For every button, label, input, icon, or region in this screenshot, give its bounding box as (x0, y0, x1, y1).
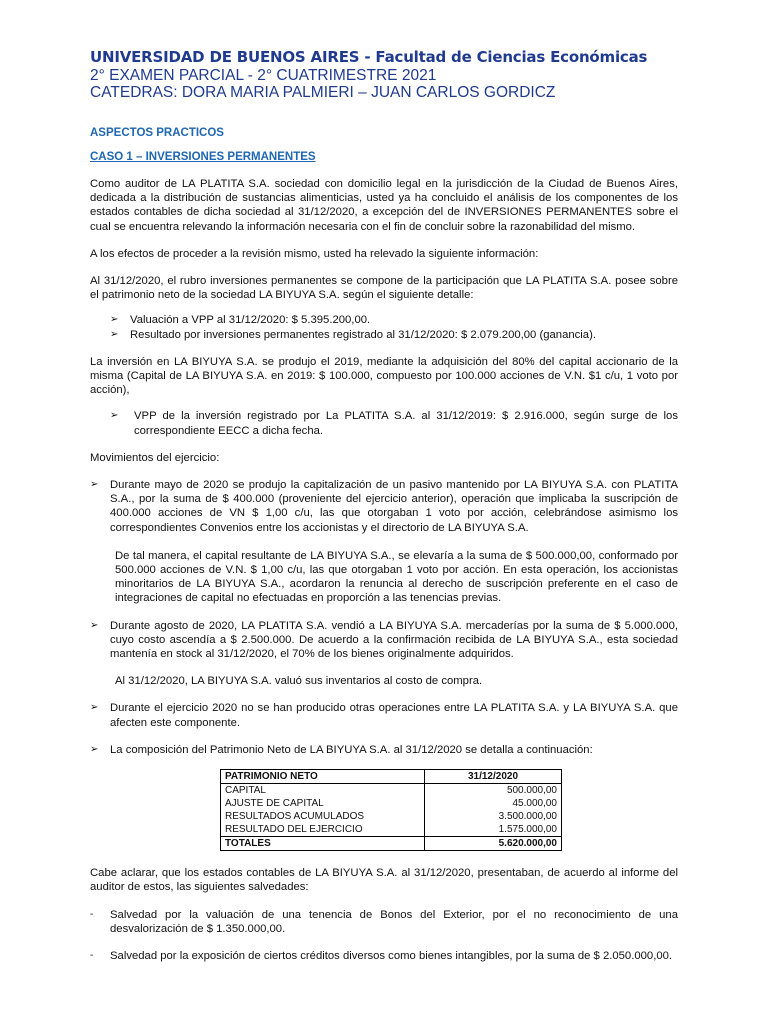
arrow-bullet-icon: ➢ (90, 619, 99, 631)
arrow-bullet-icon: ➢ (110, 314, 119, 326)
list-item: ➢ VPP de la inversión registrado por La PLATITA S.A. al 31/12/2019: $ 2.916.000, según surge de los correspondiente EECC a dicha fecha. (110, 410, 678, 437)
list-item: - Salvedad por la exposición de ciertos créditos diversos como bienes intangibles, por la suma de $ 2.050.000,00. (90, 949, 673, 962)
arrow-bullet-icon: ➢ (110, 410, 119, 422)
case-title: CASO 1 – INVERSIONES PERMANENTES (90, 151, 316, 163)
header-chairs: CATEDRAS: DORA MARIA PALMIERI – JUAN CARLOS GORDICZ (90, 84, 556, 101)
list-item: ➢ Durante mayo de 2020 se produjo la capitalización de un pasivo mantenido por LA BIYUYA S.A. con PLATITA S.A., por la suma de $ 400.000 (proveniente del ejercicio anterior), operación que implicaba la suscripción de 400.000 acciones de VN $ 1,00 c/u, las que otorgaban 1 voto por acción, celebrándose asimismo los correspondientes Convenios entre los accionistas y el directorio de LA BIYUYA S.A. (90, 479, 678, 534)
table-total-row: TOTALES 5.620.000,00 (221, 837, 562, 851)
table-row: AJUSTE DE CAPITAL 45.000,00 (221, 797, 562, 810)
paragraph-intro: Como auditor de LA PLATITA S.A. sociedad con domicilio legal en la jurisdicción de la Ciudad de Buenos Aires, dedicada a la distribución de sustancias alimenticias, usted ya ha concluido el análisis de los componentes de los estados contables de dicha sociedad al 31/12/2020, a excepción del de INVERSIONES PERMANENTES sobre el cual se encuentra relevando la información necesaria con el fin de concluir sobre la razonabilidad del mismo. (90, 178, 678, 233)
paragraph-composition: Al 31/12/2020, el rubro inversiones permanentes se compone de la participación que LA PLATITA S.A. posee sobre el patrimonio neto de la sociedad LA BIYUYA S.A. según el siguiente detalle: (90, 275, 678, 302)
header-exam: 2° EXAMEN PARCIAL - 2° CUATRIMESTRE 2021 (90, 67, 437, 84)
list-item: - Salvedad por la valuación de una tenencia de Bonos del Exterior, por el no reconocimiento de una desvalorización de $ 1.350.000,00. (90, 908, 678, 935)
paragraph-salvedades: Cabe aclarar, que los estados contables de LA BIYUYA S.A. al 31/12/2020, presentaban, de acuerdo al informe del auditor de estos, las siguientes salvedades: (90, 867, 678, 894)
arrow-bullet-icon: ➢ (90, 479, 99, 491)
dash-bullet: - (90, 908, 94, 920)
equity-table (220, 769, 562, 851)
arrow-bullet-icon: ➢ (110, 328, 119, 340)
paragraph-revision: A los efectos de proceder a la revisión mismo, usted ha relevado la siguiente información: (90, 247, 539, 260)
list-item: ➢ Resultado por inversiones permanentes registrado al 31/12/2020: $ 2.079.200,00 (ganancia). (110, 328, 596, 341)
list-item: ➢ Valuación a VPP al 31/12/2020: $ 5.395.200,00. (110, 314, 371, 327)
list-item: ➢ Durante el ejercicio 2020 no se han producido otras operaciones entre LA PLATITA S.A. y LA BIYUYA S.A. que afecten este componente. (90, 702, 678, 729)
header-university: UNIVERSIDAD DE BUENOS AIRES - Facultad de Ciencias Económicas (90, 48, 648, 66)
table-row: RESULTADO DEL EJERCICIO 1.575.000,00 (221, 823, 562, 837)
table-header-row (221, 770, 562, 784)
bullet-list-valuation (90, 313, 678, 341)
paragraph-movements: Movimientos del ejercicio: (90, 451, 220, 464)
arrow-bullet-icon: ➢ (90, 702, 99, 714)
table-header-cell: 31/12/2020 (425, 770, 562, 784)
arrow-bullet-icon: ➢ (90, 743, 99, 755)
dash-bullet: - (90, 949, 94, 961)
table-row: CAPITAL 500.000,00 (221, 784, 562, 798)
section-title: ASPECTOS PRACTICOS (90, 127, 224, 139)
table-header-cell: PATRIMONIO NETO (221, 770, 425, 784)
list-item: ➢ La composición del Patrimonio Neto de LA BIYUYA S.A. al 31/12/2020 se detalla a continuación: (90, 743, 593, 756)
list-item: ➢ Durante agosto de 2020, LA PLATITA S.A. vendió a LA BIYUYA S.A. mercaderías por la suma de $ 5.000.000, cuyo costo ascendía a $ 2.500.000. De acuerdo a la confirmación recibida de LA BIYUYA S.A., esta sociedad mantenía en stock al 31/12/2020, el 70% de los bienes originalmente adquiridos. (90, 619, 678, 661)
paragraph-capital-result: De tal manera, el capital resultante de LA BIYUYA S.A., se elevaría a la suma de $ 500.000,00, conformado por 500.000 acciones de V.N. $ 1,00 c/u, las que otorgaban 1 voto por acción. En esta operación, los accionistas minoritarios de LA BIYUYA S.A., acordaron la renuncia al derecho de suscripción preferente en el caso de integraciones de capital no efectuadas en proporción a las tenencias previas. (115, 549, 678, 605)
table-row: RESULTADOS ACUMULADOS 3.500.000,00 (221, 810, 562, 823)
paragraph-inventory: Al 31/12/2020, LA BIYUYA S.A. valuó sus inventarios al costo de compra. (115, 675, 483, 688)
paragraph-investment: La inversión en LA BIYUYA S.A. se produjo el 2019, mediante la adquisición del 80% del capital accionario de la misma (Capital de LA BIYUYA S.A. en 2019: $ 100.000, compuesto por 100.000 acciones de V.N. $1 c/u, 1 voto por acción), (90, 355, 678, 397)
